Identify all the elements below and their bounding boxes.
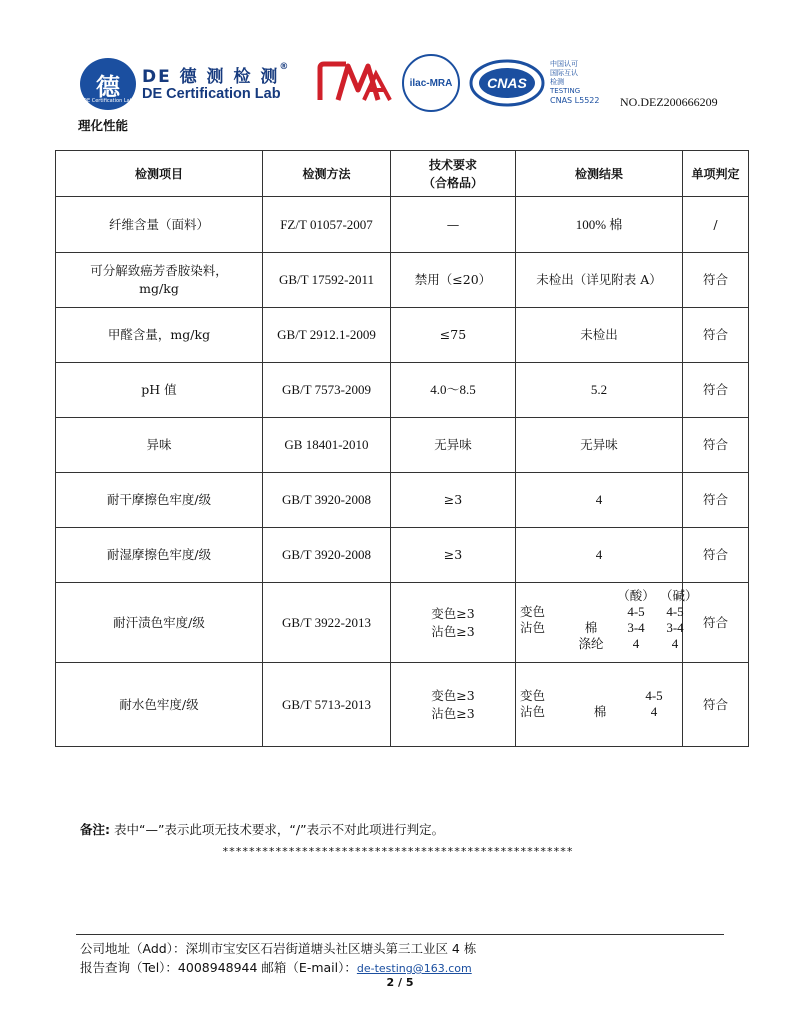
cell-item: 异味 (56, 418, 263, 473)
cell-result: 100% 棉 (516, 197, 683, 253)
cnas-line: 检测 (550, 78, 564, 86)
result-sub: 4-5 (627, 604, 645, 619)
cnas-logo (468, 58, 546, 108)
contact-info (80, 958, 472, 976)
cell-verdict: 符合 (683, 418, 749, 473)
cell-requirement: 禁用（≤20） (391, 253, 516, 308)
result-sub: 棉 (584, 620, 598, 635)
result-sub (570, 588, 612, 604)
result-sub: 沾色 (520, 704, 546, 719)
result-sub (520, 636, 570, 652)
cell-requirement: 无异味 (391, 418, 516, 473)
table-header-row (56, 151, 749, 197)
ilac-mra-logo (402, 54, 460, 112)
cell-requirement: — (391, 197, 516, 253)
result-sub: 变色 (520, 688, 546, 703)
cell-method: GB/T 2912.1-2009 (263, 308, 391, 363)
logo-char: 德 (96, 72, 120, 101)
cell-verdict: 符合 (683, 253, 749, 308)
col-header-requirement (391, 151, 516, 197)
req-line: 变色≥3 (431, 605, 475, 621)
cell-item: 耐湿摩擦色牢度/级 (56, 528, 263, 583)
table-row (56, 253, 749, 308)
cell-verdict: / (683, 197, 749, 253)
remark-label: 备注: (80, 822, 110, 837)
result-sub: 4 (632, 636, 640, 651)
report-number: NO.DEZ200666209 (620, 95, 718, 109)
cnas-caption (550, 60, 599, 105)
table-row (56, 197, 749, 253)
cell-result: 无异味 (516, 418, 683, 473)
end-of-table-separator: ***************************************************** (222, 845, 573, 858)
result-sub: 沾色 (520, 620, 546, 635)
col-header-result: 检测结果 (516, 151, 683, 197)
result-sub (570, 604, 612, 620)
result-sub: 棉 (593, 704, 607, 719)
table-row (56, 363, 749, 418)
company-address: 公司地址（Add）：深圳市宝安区石岩街道塘头社区塘头第三工业区 4 栋 (80, 941, 477, 956)
req-header-line: （合格品） (422, 175, 483, 190)
result-alkali-label: （碱） (660, 588, 698, 603)
result-subrow (520, 688, 678, 704)
registered-mark: ® (279, 62, 291, 72)
cnas-line: TESTING (550, 87, 581, 95)
table-row-water-fastness (56, 663, 749, 747)
cell-method: FZ/T 01057-2007 (263, 197, 391, 253)
cell-verdict: 符合 (683, 528, 749, 583)
cell-result: 4 (516, 528, 683, 583)
cell-result: 5.2 (516, 363, 683, 418)
brand-name-cn (142, 62, 290, 87)
cell-item: 耐水色牢度/级 (56, 663, 263, 747)
col-header-item: 检测项目 (56, 151, 263, 197)
result-sub: 3-4 (627, 620, 645, 635)
cell-method: GB/T 5713-2013 (263, 663, 391, 747)
report-header (76, 48, 736, 118)
result-subrow (520, 704, 678, 720)
cell-method: GB/T 3920-2008 (263, 473, 391, 528)
result-sub (520, 588, 570, 604)
table-row (56, 473, 749, 528)
cnas-line: 国际互认 (550, 69, 578, 77)
result-sub: 4-5 (645, 688, 663, 703)
table-row-sweat-fastness (56, 583, 749, 663)
result-sub (570, 688, 630, 704)
result-subrow (520, 620, 690, 636)
cell-requirement: ≥3 (391, 528, 516, 583)
cell-item: 甲醛含量，mg/kg (56, 308, 263, 363)
cell-item: pH 值 (56, 363, 263, 418)
result-sub: 4 (671, 636, 679, 651)
cell-method: GB/T 7573-2009 (263, 363, 391, 418)
result-sub: 4-5 (666, 604, 684, 619)
contact-text: 报告查询（Tel）：4008948944 邮箱（E-mail）： (80, 960, 357, 975)
cell-result: 未检出 (516, 308, 683, 363)
cell-requirement (391, 583, 516, 663)
brand-name-en: DE Certification Lab (142, 86, 281, 102)
table-row (56, 528, 749, 583)
table-row (56, 418, 749, 473)
req-line: 沾色≥3 (431, 705, 475, 721)
remark-text: 表中“—”表示此项无技术要求，“/”表示不对此项进行判定。 (113, 822, 445, 837)
col-header-verdict: 单项判定 (683, 151, 749, 197)
cell-verdict: 符合 (683, 363, 749, 418)
cell-result: 4 (516, 473, 683, 528)
cell-method: GB 18401-2010 (263, 418, 391, 473)
result-subrow (520, 636, 690, 652)
table-row (56, 308, 749, 363)
cell-item: 耐干摩擦色牢度/级 (56, 473, 263, 528)
cell-method: GB/T 3920-2008 (263, 528, 391, 583)
result-sub: 涤纶 (578, 636, 604, 651)
cell-verdict: 符合 (683, 583, 749, 663)
cma-logo (316, 60, 394, 104)
cell-method: GB/T 3922-2013 (263, 583, 391, 663)
footer-divider (76, 934, 724, 935)
result-sub: 4 (650, 704, 658, 719)
logo-sub-text: DE Certification Lab (83, 98, 133, 104)
cell-verdict: 符合 (683, 308, 749, 363)
cell-requirement: 4.0～8.5 (391, 363, 516, 418)
cell-result (516, 583, 698, 663)
email-link[interactable]: de-testing@163.com (356, 962, 472, 975)
result-acid-label: （酸） (617, 588, 655, 603)
cell-result (516, 663, 683, 747)
req-header-line: 技术要求 (428, 157, 477, 172)
cell-verdict: 符合 (683, 473, 749, 528)
cell-item: 耐汗渍色牢度/级 (56, 583, 263, 663)
req-line: 沾色≥3 (431, 623, 475, 639)
result-sub: 变色 (520, 604, 546, 619)
cell-requirement: ≥3 (391, 473, 516, 528)
cell-requirement: ≤75 (391, 308, 516, 363)
cnas-text: CNAS (487, 75, 527, 91)
cnas-line: 中国认可 (550, 60, 578, 68)
section-title: 理化性能 (78, 118, 129, 133)
col-header-method: 检测方法 (263, 151, 391, 197)
req-line: 变色≥3 (431, 687, 475, 703)
result-sub: 3-4 (666, 620, 684, 635)
page-number: 2 / 5 (386, 976, 414, 989)
cell-requirement (391, 663, 516, 747)
cell-item: 纤维含量（面料） (56, 197, 263, 253)
ilac-text: ilac-MRA (409, 77, 453, 89)
result-subrow (520, 604, 690, 620)
cell-result: 未检出（详见附表 A） (516, 253, 683, 308)
water-result-grid (520, 688, 678, 720)
sweat-result-grid (520, 588, 698, 652)
result-subheader (520, 588, 698, 604)
cell-item: 可分解致癌芳香胺染料，mg/kg (56, 253, 263, 308)
test-results-table (55, 150, 749, 747)
de-lab-logo (80, 58, 136, 110)
remark (80, 820, 444, 838)
cell-verdict: 符合 (683, 663, 749, 747)
cnas-code: CNAS L5522 (550, 96, 600, 105)
cell-method: GB/T 17592-2011 (263, 253, 391, 308)
brand-cn-text: DE 德 测 检 测 (142, 67, 280, 87)
